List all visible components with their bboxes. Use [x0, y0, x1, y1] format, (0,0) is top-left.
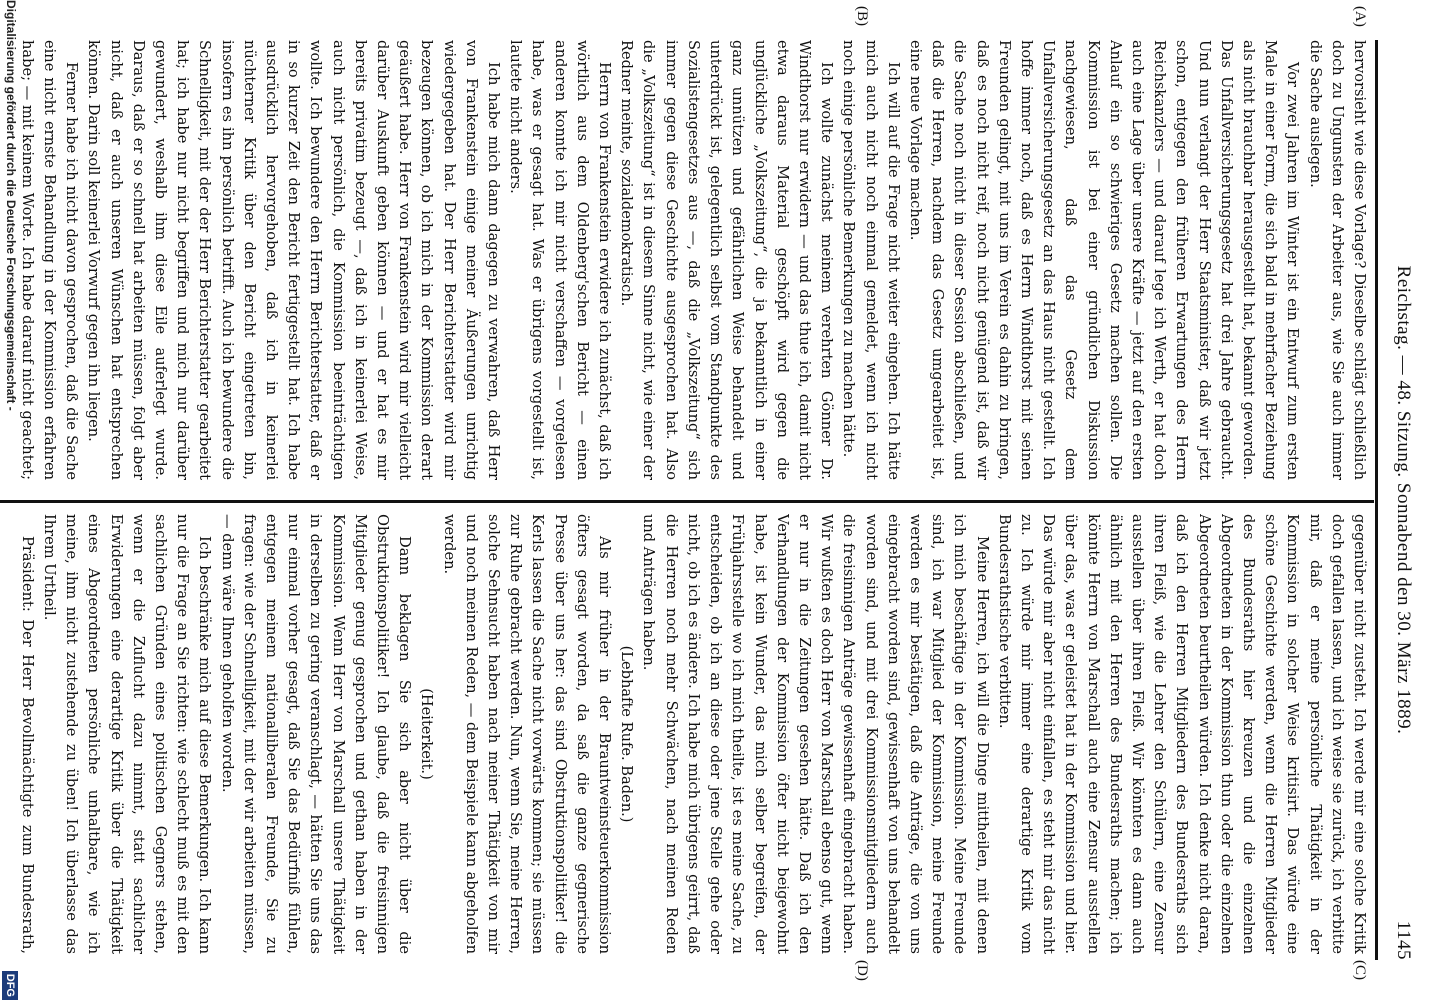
paragraph: hervorsieht wie diese Vorlage? Dieselbe schlägt schließlich doch zu Ungunsten der Arbeiter aus, wie Sie auch immer die Sache auslegen. — [1306, 40, 1368, 480]
paragraph: Herrn von Frankenstein erwidere ich zunächst, daß ich wörtlich aus dem Oldenberg'schen Bericht — einen anderen konnte ich mir nicht verschaffen — vorgelesen habe, was er gesagt hat. Was er übrigens vorgestellt ist, lautete nicht anders. — [507, 40, 614, 480]
page-title: Reichstag. — 48. Sitzung. Sonnabend den 30. März 1889. — [1393, 265, 1414, 735]
footer-text: Digitalisierung gefördert durch die Deutsche Forschungsgemeinschaft - — [4, 0, 18, 411]
paragraph: Ich habe mich dann dagegen zu verwahren, daß Herr von Frankenstein einige meiner Äußerungen unrichtig wiedergegeben hat. Der Herr Berichterstatter wird mir bezeugen können, ob ich mich in der Kommission derart geäußert habe. Herr von Frankenstein wird mir vielleicht darüber Auskunft geben können — und er hat es mir bereits privatim bezeugt —, daß ich in keinerlei Weise, auch nicht persönlich, die Kommission beeinträchtigen wollte. Ich bewundere den Herrn Berichterstatter, daß er in so kurzer Zeit den Bericht fertiggestellt hat. Ich habe ausdrücklich hervorgehoben, daß ich in keinerlei nüchterner Kritik über den Bericht eingetreten bin, insofern es ihn persönlich betrifft. Auch ich bewundere die Schnelligkeit, mit der der Herr Berichterstatter gearbeitet hat; ich habe nur nicht begriffen und mich nur darüber gewundert, weshalb ihm diese Eile auferlegt wurde. Daraus, daß er so schnell hat arbeiten müssen, folgt aber nicht, daß er auch unseren Wünschen hat entsprechen können. Darin soll keinerlei Vorwurf gegen ihn liegen. — [85, 40, 503, 480]
column-divider — [0, 500, 1374, 503]
paragraph: Meine Herren, ich will die Dinge mittheilen, mit denen ich mich beschäftige in der Kommission. Meine Freunde sind, ich war Mitglied der Kommission, meine Freunde werden es mir bestätigen, daß die Anträge, die von uns eingebracht worden sind, gewissenhaft von uns behandelt worden sind, und mit drei Kommissionsmitgliedern auch die freisinnigen Anträge gewissenhaft eingebracht haben. Wir wußten es doch Herr von Marschall ebenso gut, wenn er nur in die Zeitungen gesehen hätte. Daß ich den Verhandlungen der Kommission öfter nicht beigewohnt habe, ist kein Wunder, das mich selber begreifen, der Frühjahrsstelle wo ich mich theilte, ist es meine Sache, zu entscheiden, ob ich an diese oder jene Stelle gehe oder nicht, ob ich es ändere. Ich habe mich übrigens geirrt, daß die Herren noch mehr Schwächen, nach meinen Reden und Anträgen haben. — [640, 514, 991, 954]
interjection: (Lebhafte Rufe. Baden.) — [618, 645, 636, 823]
margin-marker-d: (D) — [854, 960, 870, 981]
paragraph: Dann beklagen Sie sich aber nicht über die Obstruktionspolitiker! Ich glaube, daß die freisinnigen Mitglieder genug gesprochen und gethan haben in der Kommission. Wenn Herr von Marschall unsere Thätigkeit in derselben zu gering veranschlagt, — hätten Sie uns das nur einmal vorher gesagt, daß Sie das Bedürfniß fühlen, entgegen meinem nationalliberalen Freunde, Sie zu fragen: wie der Schnelligkeit, mit der wir arbeiten müssen, — denn wäre Ihnen geholfen worden. — [218, 514, 414, 954]
right-column — [12, 514, 1370, 954]
margin-marker-b: (B) — [854, 6, 870, 26]
paragraph: Ferner habe ich nicht davon gesprochen, daß die Sache eine nicht ernste Behandlung in der Kommission erfahren habe; — mit keinem Worte. Ich habe darauf nicht geachtet; — [18, 40, 81, 480]
paragraph: gegenüber nicht zusteht. Ich werde mir eine solche Kritik doch gefallen lassen, und ich weise sie zurück, ich verbitte mir, daß er meine persönliche Thätigkeit in der Kommission in solcher Weise kritisirt. Das würde eine schöne Geschichte werden, wenn die Herren Mitglieder des Bundesraths hier kreuzen und die einzelnen Abgeordneten in der Kommission thun oder die einzelnen Abgeordneten beurtheilen würden. Ich denke nicht daran, daß ich den Herren Mitgliedern des Bundesraths sich ihren Fleiß, wie die Lehrer den Schülern, eine Zensur ausstellen über ihren Fleiß. Wir könnten es dann auch ähnlich mit den Herren des Bundesraths machen; ich könnte Herrn von Marschall auch eine Zensur ausstellen über das, was er geleistet hat in der Kommission und hier. Das würde mir aber nicht einfallen, es steht mir das nicht zu. Ich würde mir immer eine derartige Kritik vom Bundesrathstische verbitten. — [995, 514, 1368, 954]
interjection: (Heiterkeit.) — [418, 688, 436, 780]
paragraph: Ich will auf die Frage nicht weiter eingehen. Ich hätte mich auch nicht noch einmal gemeldet, wenn ich nicht noch einige persönliche Bemerkungen zu machen hätte. — [840, 40, 902, 480]
page-header — [1380, 40, 1414, 960]
paragraph: Ich beschränke mich auf diese Bemerkungen. Ich kann nur die Frage an Sie richten: wie schlecht muß es mit den sachlichen Gründen eines politischen Gegners stehen, wenn er die Zuflucht dazu nimmt, statt sachlicher Erwiderungen eine derartige Kritik über die Thätigkeit eines Abgeordneten persönliche unhaltbare, wie ich meine, ihm nicht zustehende zu üben! Ich überlasse das Ihrem Urtheil. — [41, 514, 214, 954]
paragraph: Vor zwei Jahren im Winter ist ein Entwurf zum ersten Male in einer Form, die sich bald in mehrfacher Beziehung als nicht brauchbar herausgestellt hat, bekannt geworden. Das Unfallversicherungsgesetz hat drei Jahre gebraucht. Und nun verlangt der Herr Staatsminister, daß wir jetzt schon, entgegen den früheren Erwartungen des Herrn Reichskanzlers — und darauf lege ich Werth, er hat doch auch eine Lage über unsere Kräfte — jetzt auf den ersten Anlauf ein so schwieriges Gesetz machen sollen. Die Kommission ist bei einer gründlichen Diskussion nachgewiesen, daß das Gesetz dem Unfallversicherungsgesetz an das Haus nicht gestellt. Ich hoffe immer noch, daß es Herrn Windthorst mit seinen Freunden gelingt, mit uns im Verein es dahin zu bringen, daß es noch nicht reif, noch nicht genügend ist, daß wir die Sache noch nicht in dieser Session abschließen, und daß die Herren, nachdem das Gesetz umgearbeitet ist, eine neue Vorlage machen. — [906, 40, 1302, 480]
dfg-logo: DFG — [2, 971, 18, 1000]
header-rule — [1375, 40, 1378, 960]
margin-marker-c: (C) — [1352, 960, 1368, 980]
paragraph: Präsident: Der Herr Bevollmächtigte zum Bundesrath, — [18, 536, 36, 954]
margin-marker-a: (A) — [1352, 6, 1368, 27]
paragraph: Ich wollte zunächst meinem verehrten Gönner Dr. Windthorst nur erwidern — und das thue ich, damit nicht etwa daraus Material geschöpft wird gegen die unglückliche „Volkszeitung“, die ja bekanntlich in einer ganz unnützen und gefährlichen Weise behandelt und unterdrückt ist, gelegentlich selbst vom Standpunkte des Sozialistengesetzes aus —, daß die „Volkszeitung“ sich immer gegen diese Geschichte ausgesprochen hat. Also die „Volkszeitung“ ist in diesem Sinne nicht, wie einer der Redner meinte, sozialdemokratisch. — [618, 40, 836, 480]
paragraph: Als mir früher in der Brauntweinsteuerkommission öfters gesagt worden, da saß die ganze gegnerische Presse über uns her: das sind Obstruktionspolitiker! die Kerls lassen die Sache nicht vorwärts kommen; sie müssen zur Ruhe gebracht werden. Nun, wenn Sie, meine Herren, solche Sehnsucht haben nach meiner Thätigkeit von mir und noch meinen Reden, — dem Beispiele kann abgeholfen werden. — [440, 514, 614, 954]
digitization-footer — [0, 0, 18, 1000]
left-column — [12, 40, 1370, 480]
page-number: 1145 — [1393, 920, 1414, 960]
